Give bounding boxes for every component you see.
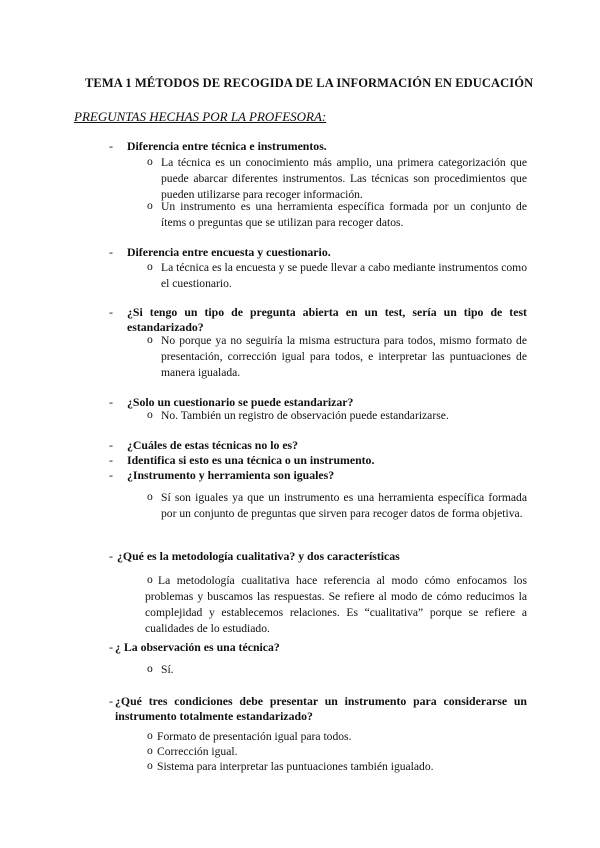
question-heading: Identifica si esto es una técnica o un instrumento. [127,453,375,467]
answer-text: La metodología cualitativa hace referencia al modo cómo enfocamos los problemas y buscamos las respuestas. Se refiere al modo de cómo reducimos la complejidad y establecemos relaciones. Es “cualitativa” porque se refiere a cualidades de lo estudiado. [145,574,527,635]
bullet-marker: o [147,759,153,772]
dash-marker: - [109,305,113,319]
answer-text: La técnica es la encuesta y se puede llevar a cabo mediante instrumentos como el cuestionario. [161,261,527,290]
dash-marker: - [109,139,113,153]
dash-marker: - [109,694,113,708]
answer-text: Sistema para interpretar las puntuaciones también igualado. [157,760,434,773]
dash-marker: - [109,549,113,563]
bullet-marker: o [147,408,153,421]
bullet-marker: o [147,662,153,675]
answer-text: Corrección igual. [157,745,238,758]
dash-marker: - [109,245,113,259]
dash-marker: - [109,640,113,654]
dash-marker: - [109,453,113,467]
bullet-marker: o [147,260,153,273]
bullet-marker: o [147,155,153,168]
dash-marker: - [109,395,113,409]
answer-text: Sí son iguales ya que un instrumento es una herramienta específica formada por un conjunto de preguntas que sirven para recoger datos de forma objetiva. [161,491,527,520]
document-title: TEMA 1 MÉTODOS DE RECOGIDA DE LA INFORMACIÓN EN EDUCACIÓN [85,76,534,90]
answer-text: No. También un registro de observación puede estandarizarse. [161,409,449,422]
bullet-marker: o [147,744,153,757]
question-heading: Diferencia entre encuesta y cuestionario. [127,245,331,259]
question-heading: ¿Cuáles de estas técnicas no lo es? [127,438,299,452]
question-heading: ¿Qué tres condiciones debe presentar un instrumento para considerarse un instrumento totalmente estandarizado? [115,694,527,723]
answer-text: La técnica es un conocimiento más amplio, una primera categorización que puede abarcar diferentes instrumentos. Las técnicas son procedimientos que pueden utilizarse para recoger información. [161,156,527,201]
bullet-marker: o [147,199,153,212]
question-heading: ¿Qué es la metodología cualitativa? y dos características [117,549,400,563]
answer-text: Sí. [161,663,174,676]
question-heading: ¿ La observación es una técnica? [115,640,280,654]
bullet-marker: o [147,333,153,346]
bullet-marker: o [147,573,153,586]
bullet-marker: o [147,729,153,742]
answer-text: Formato de presentación igual para todos. [157,730,352,743]
section-subtitle: PREGUNTAS HECHAS POR LA PROFESORA: [74,109,327,124]
answer-text: No porque ya no seguiría la misma estructura para todos, mismo formato de presentación, corrección igual para todos, e interpretar las puntuaciones de manera igualada. [161,334,527,379]
question-heading: ¿Instrumento y herramienta son iguales? [127,468,335,482]
question-heading: ¿Solo un cuestionario se puede estandarizar? [127,395,354,409]
question-heading: Diferencia entre técnica e instrumentos. [127,139,327,153]
question-heading: ¿Si tengo un tipo de pregunta abierta en un test, sería un tipo de test estandarizado? [127,305,527,334]
answer-text: Un instrumento es una herramienta específica formada por un conjunto de ítems o preguntas que se utilizan para recoger datos. [161,200,527,229]
bullet-marker: o [147,490,153,503]
dash-marker: - [109,438,113,452]
dash-marker: - [109,468,113,482]
